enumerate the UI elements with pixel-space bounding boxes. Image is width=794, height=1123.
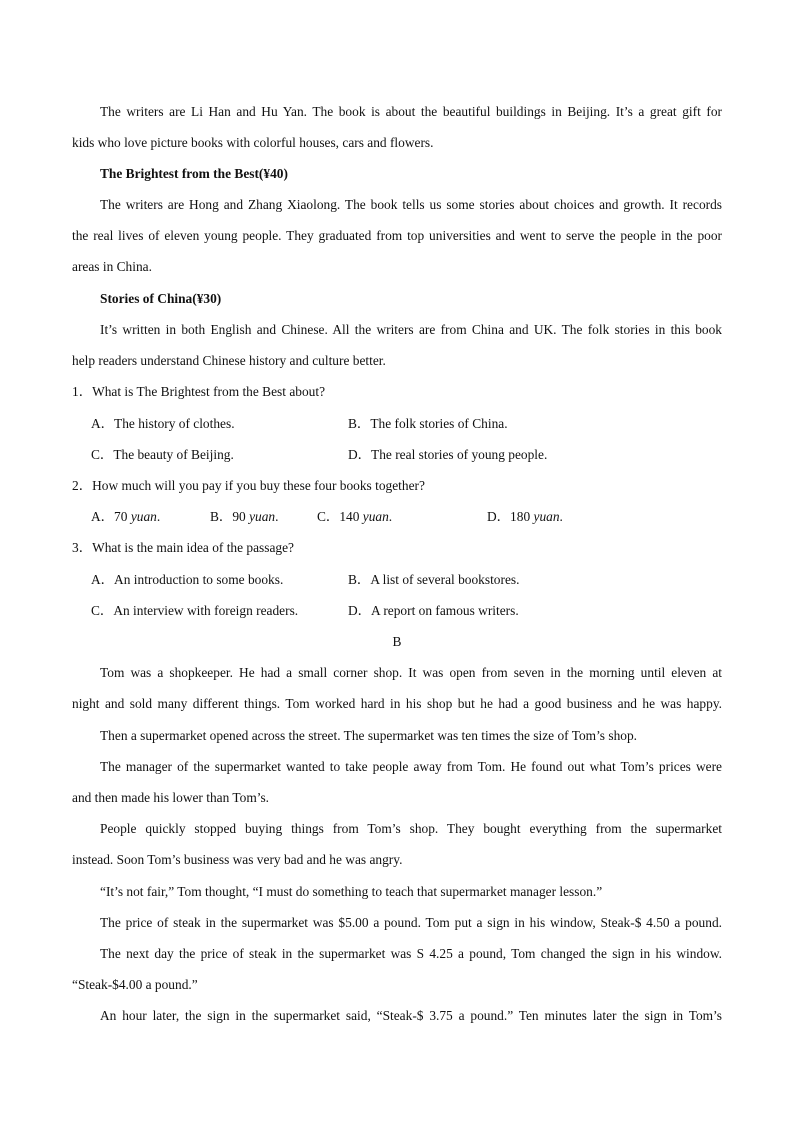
- question-2-stem: 2．How much will you pay if you buy these four books together?: [72, 478, 425, 493]
- book3-paragraph-line-2: help readers understand Chinese history and culture better.: [72, 353, 386, 368]
- book2-title: The Brightest from the Best(¥40): [100, 166, 288, 181]
- passage-b-p3-line-2: and then made his lower than Tom’s.: [72, 790, 270, 805]
- passage-b-p1-line-1: Tom was a shopkeeper. He had a small corner shop. It was open from seven in the morning until eleven at: [100, 665, 722, 680]
- passage-b-p3-line-1: The manager of the supermarket wanted to take people away from Tom. He found out what Tom’s prices were: [100, 759, 722, 774]
- question-2-option-d: D．180 yuan.: [487, 509, 563, 524]
- question-1-option-a: A．The history of clothes.: [91, 416, 235, 431]
- question-1-option-d: D．The real stories of young people.: [348, 447, 548, 462]
- book3-title: Stories of China(¥30): [100, 291, 222, 306]
- passage-b-p4-line-2: instead. Soon Tom’s business was very bad and he was angry.: [72, 852, 403, 867]
- question-1-stem: 1．What is The Brightest from the Best about?: [72, 384, 326, 399]
- question-2-option-a: A．70 yuan.: [91, 509, 161, 524]
- question-1-option-b: B．The folk stories of China.: [348, 416, 508, 431]
- question-3-option-d: D．A report on famous writers.: [348, 603, 519, 618]
- passage-b-p7-line-2: “Steak-$4.00 a pound.”: [72, 977, 198, 992]
- passage-b-p8-line-1: An hour later, the sign in the supermarket said, “Steak-$ 3.75 a pound.” Ten minutes later the sign in Tom’s: [100, 1008, 722, 1023]
- book2-paragraph-line-3: areas in China.: [72, 259, 152, 274]
- question-2-option-b: B．90 yuan.: [210, 509, 279, 524]
- question-2-option-c: C．140 yuan.: [317, 509, 393, 524]
- passage-b-p7-line-1: The next day the price of steak in the supermarket was S 4.25 a pound, Tom changed the sign in his window.: [100, 946, 722, 961]
- passage-b-p1-line-2: night and sold many different things. Tom worked hard in his shop but he had a good business and he was happy.: [72, 696, 722, 711]
- passage-b-p2: Then a supermarket opened across the street. The supermarket was ten times the size of Tom’s shop.: [100, 728, 638, 743]
- passage-b-p4-line-1: People quickly stopped buying things from Tom’s shop. They bought everything from the supermarket: [100, 821, 722, 836]
- book2-paragraph-line-1: The writers are Hong and Zhang Xiaolong. The book tells us some stories about choices and growth. It records: [100, 197, 722, 212]
- passage-b-p6: The price of steak in the supermarket was $5.00 a pound. Tom put a sign in his window, Steak-$ 4.50 a pound.: [100, 915, 722, 930]
- question-3-option-a: A．An introduction to some books.: [91, 572, 284, 587]
- book3-paragraph-line-1: It’s written in both English and Chinese. All the writers are from China and UK. The folk stories in this book: [100, 322, 722, 337]
- passage-b-p5: “It’s not fair,” Tom thought, “I must do something to teach that supermarket manager lesson.”: [100, 884, 603, 899]
- book2-paragraph-line-2: the real lives of eleven young people. They graduated from top universities and went to serve the people in the poor: [72, 228, 722, 243]
- question-3-option-b: B．A list of several bookstores.: [348, 572, 520, 587]
- question-3-option-c: C．An interview with foreign readers.: [91, 603, 299, 618]
- question-3-stem: 3．What is the main idea of the passage?: [72, 540, 294, 555]
- book1-paragraph-line-2: kids who love picture books with colorful houses, cars and flowers.: [72, 135, 434, 150]
- book1-paragraph-line-1: The writers are Li Han and Hu Yan. The book is about the beautiful buildings in Beijing. It’s a great gift for: [100, 104, 722, 119]
- passage-b-label: B: [392, 634, 402, 649]
- question-1-option-c: C．The beauty of Beijing.: [91, 447, 234, 462]
